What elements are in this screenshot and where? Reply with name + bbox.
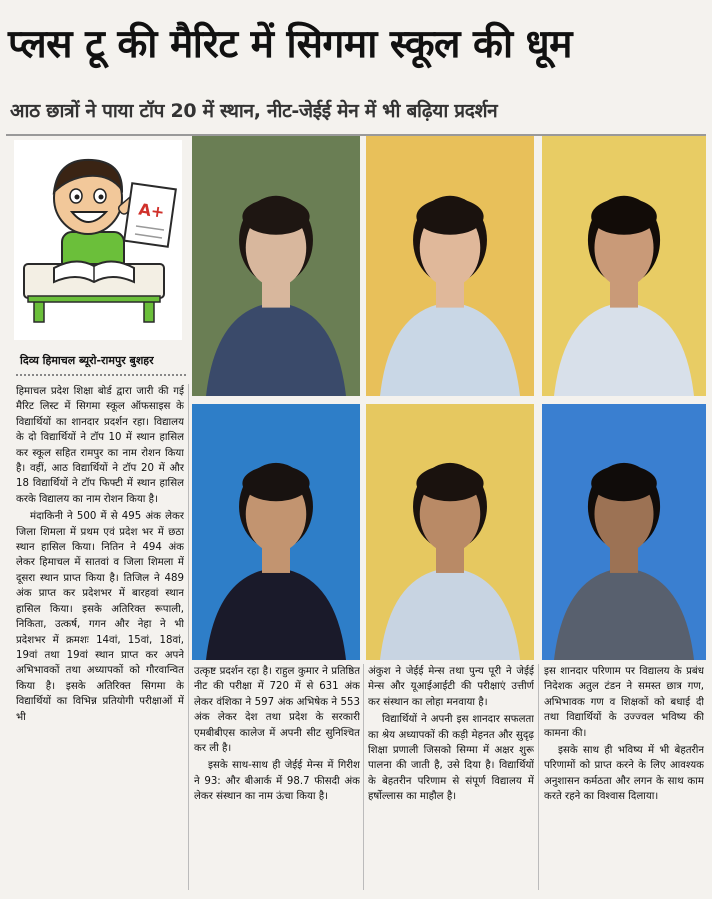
grade-text: A+ xyxy=(137,199,166,222)
student-photo-1 xyxy=(192,136,360,396)
subheadline: आठ छात्रों ने पाया टॉप 20 में स्थान, नीट-जेईई मेन में भी बढ़िया प्रदर्शन xyxy=(10,100,498,122)
paragraph: इसके साथ-साथ ही जेईई मेन्स में गिरीश ने 93: और बीआर्क में 98.7 फीसदी अंक लेकर संस्थान का नाम ऊंचा किया है। xyxy=(194,760,360,803)
paragraph: इसके साथ ही भविष्य में भी बेहतरीन परिणामों को प्राप्त करने के लिए आवश्यक अनुशासन कर्मठता और लगन के साथ काम करते रहने का विश्वास दिलाया। xyxy=(544,745,704,803)
headline: प्लस टू की मैरिट में सिगमा स्कूल की धूम xyxy=(8,22,572,67)
paragraph: उत्कृष्ट प्रदर्शन रहा है। राहुल कुमार ने प्रतिष्ठित नीट की परीक्षा में 720 में से 631 अंक लेकर वंशिका ने 597 अंक अभिषेक ने 553 अंक लेकर देश तथा प्रदेश के सरकारी एमबीबीएस कालेज में अपनी सीट सुनिश्चित कर ली है। xyxy=(194,666,360,755)
paragraph: इस शानदार परिणाम पर विद्यालय के प्रबंध निदेशक अतुल टंडन ने समस्त छात्र गण, अभिभावक गण व शिक्षकों को बधाई दी तथा विद्यार्थियों के उज्ज्वल भविष्य की कामना की। xyxy=(544,666,704,739)
article-column-4 xyxy=(544,664,704,892)
byline: दिव्य हिमाचल ब्यूरो-रामपुर बुशहर xyxy=(20,354,154,367)
student-photo-6 xyxy=(542,404,706,660)
hair-top xyxy=(242,198,309,234)
paragraph: अंकुश ने जेईई मेन्स तथा पुन्य पूरी ने जेईई मेन्स और यूआईआईटी की परीक्षाएं उत्तीर्ण कर संस्थान का लोहा मनवाया है। xyxy=(368,666,534,708)
article-column-2 xyxy=(194,664,360,892)
student-photo-5 xyxy=(366,404,534,660)
column-divider xyxy=(188,384,189,890)
hair-top xyxy=(416,198,483,234)
column-divider xyxy=(363,664,364,890)
paragraph: हिमाचल प्रदेश शिक्षा बोर्ड द्वारा जारी की गई मैरिट लिस्ट में सिगमा स्कूल ऑफसाइस के विद्यार्थियों का शानदार प्रदर्शन रहा। विद्यालय के दो विद्यार्थियों ने टॉप 10 में स्थान हासिल कर स्कूल सहित रामपुर का नाम रोशन किया है। वहीं, आठ विद्यार्थियों ने टॉप 20 में और 18 विद्यार्थियों ने टॉप फिफ्टी में स्थान हासिल करके विद्यालय का नाम रोशन किया है। xyxy=(16,386,184,505)
column-divider xyxy=(538,664,539,890)
paragraph: विद्यार्थियों ने अपनी इस शानदार सफलता का श्रेय अध्यापकों की कड़ी मेहनत और सुदृढ़ शिक्षा प्रणाली जिसको सिग्मा में अक्षर शुरू पालना की जाती है, उसे दिया है। विद्यार्थियों के बेहतरीन परिणाम से संपूर्ण विद्यालय में हर्षोल्लास का माहौल है। xyxy=(368,714,534,803)
hair-top xyxy=(416,465,483,501)
student-photo-4 xyxy=(192,404,360,660)
article-column-3 xyxy=(368,664,534,892)
hair-top xyxy=(242,465,309,501)
student-photo-2 xyxy=(366,136,534,396)
paragraph: मंदाकिनी ने 500 में से 495 अंक लेकर जिला शिमला में प्रथम एवं प्रदेश भर में छठा स्थान हासिल किया। नितिन ने 494 अंक लेकर हिमाचल में सातवां व जिला शिमला में दूसरा स्थान प्राप्त किया है। तिजिल ने 489 अंक प्राप्त कर प्रदेशभर में बारहवां स्थान हासिल किया। इसके अतिरिक्त रूपाली, निकिता, उत्कर्ष, गगन और नेहा ने भी प्रदेशभर में क्रमशः 14वां, 15वां, 18वां, 19वां तथा 19वां स्थान प्राप्त कर अपने अभिभावकों तथा अध्यापकों को गौरवान्वित किया है। इसके अतिरिक्त सिगमा के विद्यार्थियों का विभिन्न प्रतियोगी परीक्षाओं में भी xyxy=(16,511,184,723)
hair-top xyxy=(591,198,657,234)
hair-top xyxy=(591,465,657,501)
byline-divider xyxy=(16,374,186,376)
article-column-1 xyxy=(16,384,184,892)
student-photo-3 xyxy=(542,136,706,396)
student-cartoon-illustration xyxy=(14,140,182,340)
